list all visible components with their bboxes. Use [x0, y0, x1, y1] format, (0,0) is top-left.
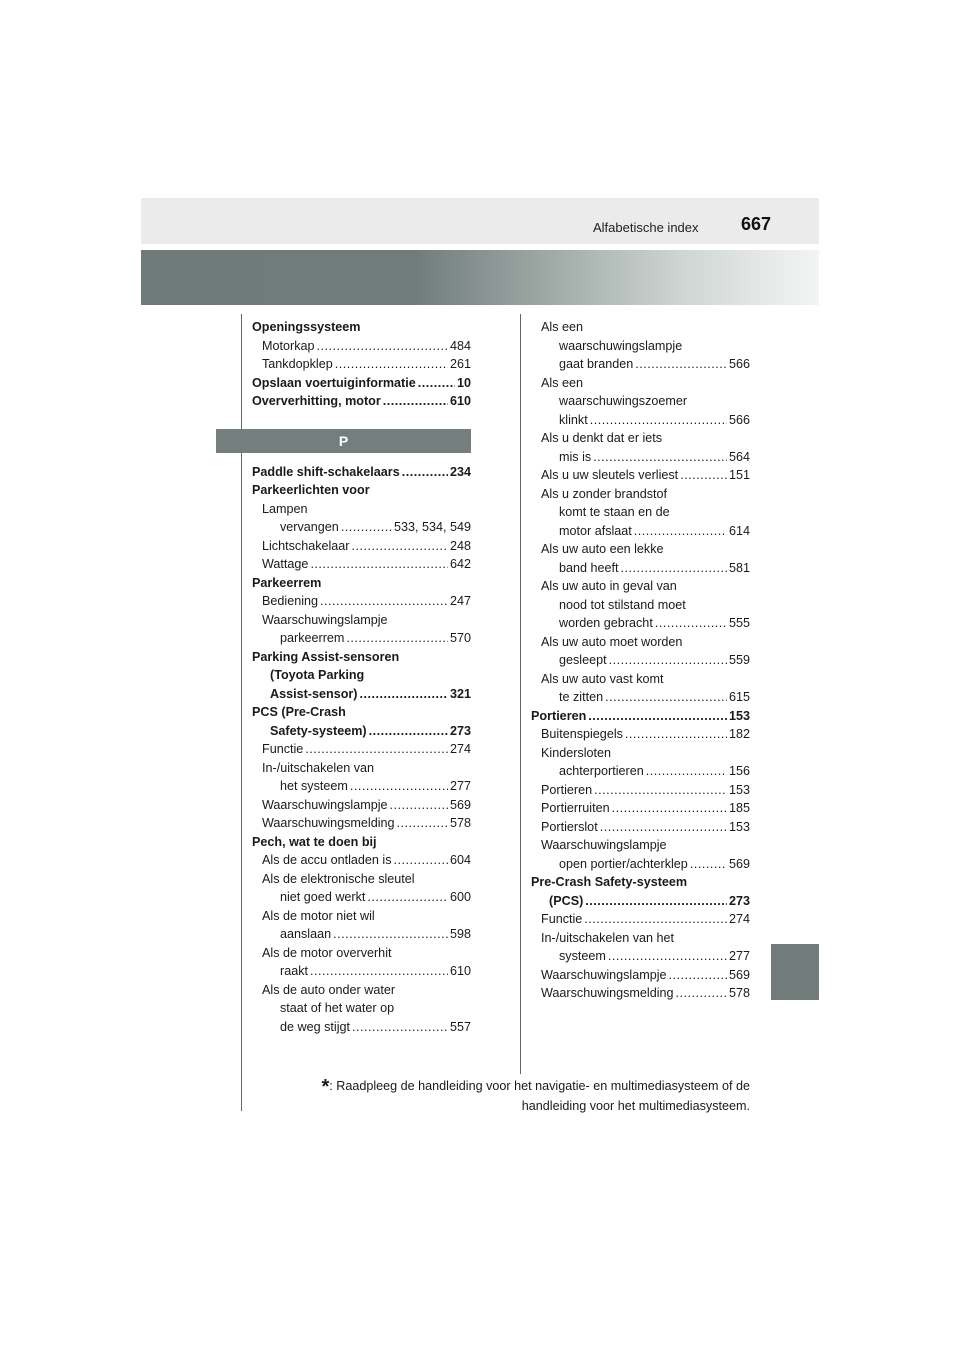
index-entry	[531, 799, 750, 818]
index-term: Waarschuwingslampje	[262, 797, 388, 812]
index-heading	[531, 670, 750, 689]
index-entry	[252, 374, 471, 393]
index-term: band heeft	[559, 560, 619, 575]
index-term: gesleept	[559, 653, 607, 667]
dot-leader	[612, 799, 727, 818]
index-term: komt te staan en de	[559, 505, 670, 519]
dot-leader	[593, 448, 727, 467]
index-term: Lichtschakelaar	[262, 538, 350, 553]
index-entry	[252, 318, 471, 337]
index-term: waarschuwingslampje	[559, 338, 683, 353]
index-term: klinkt	[559, 412, 588, 427]
index-entry	[252, 814, 471, 833]
index-entry	[531, 762, 750, 781]
footnote-line-1: : Raadpleeg de handleiding voor het navigatie- en multimediasysteem of de	[329, 1079, 750, 1093]
page-ref: 153	[728, 819, 750, 834]
dot-leader	[635, 355, 727, 374]
decorative-band	[141, 250, 819, 305]
page-ref: 533, 534, 549	[393, 520, 471, 534]
index-term: Paddle shift-schakelaars	[252, 464, 400, 479]
page-ref: 555	[728, 616, 750, 630]
index-heading	[252, 574, 471, 593]
page-ref: 234	[449, 464, 471, 479]
page-ref: 578	[728, 986, 750, 1000]
index-column-right	[531, 318, 750, 1003]
index-term: Buitenspiegels	[541, 727, 623, 741]
index-term: Als een	[541, 375, 584, 390]
index-term: Openingssysteem	[252, 320, 361, 334]
index-entry	[252, 355, 471, 374]
index-heading	[531, 337, 750, 356]
index-term: aanslaan	[280, 927, 332, 941]
index-group-o	[252, 318, 471, 411]
column-divider	[520, 314, 521, 1074]
page-ref: 274	[449, 742, 471, 756]
index-entry	[531, 559, 750, 578]
page-ref: 156	[728, 764, 750, 778]
dot-leader	[360, 685, 448, 704]
dot-leader	[600, 818, 727, 837]
dot-leader	[608, 947, 727, 966]
index-term: Portieren	[541, 782, 593, 797]
index-entry	[252, 463, 471, 482]
index-heading	[252, 944, 471, 963]
index-entry	[252, 555, 471, 574]
index-entry	[531, 818, 750, 837]
index-term: Als u zonder brandstof	[541, 486, 668, 501]
page-ref: 261	[449, 357, 471, 371]
dot-leader	[352, 1018, 448, 1037]
page-ref: 569	[728, 967, 750, 982]
index-term: Portierslot	[541, 819, 598, 834]
index-heading	[252, 500, 471, 519]
dot-leader	[320, 592, 448, 611]
dot-leader	[341, 518, 392, 537]
page-ref: 273	[728, 893, 750, 908]
page-ref: 570	[449, 631, 471, 645]
page-ref: 277	[728, 949, 750, 963]
index-entry	[531, 355, 750, 374]
index-entry	[252, 337, 471, 356]
index-heading	[252, 870, 471, 889]
page-ref: 604	[449, 853, 471, 867]
dot-leader	[317, 337, 448, 356]
index-entry	[252, 392, 471, 411]
index-term: Wattage	[262, 557, 309, 571]
dot-leader	[394, 851, 448, 870]
index-entry	[252, 925, 471, 944]
index-term: Als uw auto moet worden	[541, 634, 683, 649]
index-entry	[531, 910, 750, 929]
index-entry	[252, 518, 471, 537]
index-term: het systeem	[280, 779, 348, 793]
index-heading	[531, 429, 750, 448]
dot-leader	[350, 777, 448, 796]
index-term: Waarschuwingslampje	[541, 838, 667, 852]
index-entry	[252, 962, 471, 981]
index-term: Waarschuwingslampje	[541, 967, 667, 982]
page-ref: 614	[728, 523, 750, 538]
dot-leader	[634, 522, 727, 541]
index-term: raakt	[280, 964, 308, 978]
index-entry	[531, 614, 750, 633]
index-entry	[252, 685, 471, 704]
index-entry	[531, 651, 750, 670]
index-term: Als een	[541, 320, 584, 334]
index-heading	[252, 981, 471, 1000]
index-heading	[531, 318, 750, 337]
index-term: Waarschuwingsmelding	[541, 986, 674, 1000]
index-entry	[531, 966, 750, 985]
index-entry	[531, 522, 750, 541]
dot-leader	[625, 725, 727, 744]
index-term: Parkeerlichten voor	[252, 483, 370, 497]
page-ref: 600	[449, 890, 471, 904]
dot-leader	[590, 411, 727, 430]
thumb-tab	[771, 944, 819, 1000]
index-entry	[531, 781, 750, 800]
dot-leader	[646, 762, 727, 781]
dot-leader	[655, 614, 727, 633]
index-entry	[531, 947, 750, 966]
dot-leader	[594, 781, 727, 800]
index-term: (PCS)	[549, 893, 584, 908]
footnote-line-2: handleiding voor het multimediasysteem.	[521, 1098, 750, 1113]
index-term: achterportieren	[559, 764, 644, 778]
index-term: Functie	[541, 912, 583, 926]
index-term: Als uw auto een lekke	[541, 542, 664, 556]
dot-leader	[585, 892, 727, 911]
index-term: Portierruiten	[541, 801, 610, 815]
index-entry	[252, 888, 471, 907]
page-ref: 598	[449, 927, 471, 941]
index-term: parkeerrem	[280, 631, 345, 645]
index-term: Bediening	[262, 594, 319, 608]
index-term: Als de auto onder water	[262, 982, 396, 997]
index-term: Waarschuwingslampje	[262, 612, 388, 627]
index-heading	[252, 703, 471, 722]
page-ref: 569	[449, 797, 471, 812]
index-term: Als de elektronische sleutel	[262, 871, 415, 886]
dot-leader	[605, 688, 727, 707]
index-term: staat of het water op	[280, 1001, 395, 1015]
index-term: Portieren	[531, 708, 587, 723]
index-term: mis is	[559, 449, 592, 464]
page-ref: 564	[728, 449, 750, 464]
page-ref: 484	[449, 338, 471, 353]
index-heading	[252, 611, 471, 630]
index-term: Lampen	[262, 501, 308, 516]
index-heading	[252, 907, 471, 926]
index-heading	[531, 503, 750, 522]
index-heading	[531, 392, 750, 411]
index-term: Kindersloten	[541, 745, 612, 760]
dot-leader	[390, 796, 448, 815]
index-term: waarschuwingszoemer	[559, 394, 688, 408]
dot-leader	[305, 740, 448, 759]
index-heading	[252, 999, 471, 1018]
index-term: Opslaan voertuiginformatie	[252, 375, 416, 390]
index-entry	[252, 629, 471, 648]
index-term: de weg stijgt	[280, 1019, 351, 1034]
index-entry	[252, 777, 471, 796]
index-heading	[252, 648, 471, 667]
dot-leader	[609, 651, 727, 670]
dot-leader	[397, 814, 448, 833]
index-heading	[252, 666, 471, 685]
page-ref: 642	[449, 557, 471, 571]
index-entry	[531, 707, 750, 726]
dot-leader	[383, 392, 448, 411]
index-term: Parking Assist-sensoren	[252, 649, 400, 664]
index-term: (Toyota Parking	[270, 668, 365, 682]
dot-leader	[369, 722, 448, 741]
index-term: Als u uw sleutels verliest	[541, 468, 679, 482]
index-entry	[252, 722, 471, 741]
index-term: Functie	[262, 742, 304, 756]
page-ref: 557	[449, 1019, 471, 1034]
index-entry	[531, 725, 750, 744]
index-term: Oververhitting, motor	[252, 394, 381, 408]
index-term: Tankdopklep	[262, 357, 333, 371]
index-entry	[252, 740, 471, 759]
dot-leader	[418, 374, 455, 393]
index-heading	[531, 596, 750, 615]
index-heading	[531, 540, 750, 559]
index-term: Als de motor oververhit	[262, 945, 392, 960]
dot-leader	[669, 966, 727, 985]
page-ref: 559	[728, 653, 750, 667]
index-term: motor afslaat	[559, 523, 632, 538]
page-ref: 566	[728, 357, 750, 371]
page-ref: 10	[456, 375, 471, 390]
page-ref: 277	[449, 779, 471, 793]
index-entry	[252, 796, 471, 815]
index-term: Als de motor niet wil	[262, 908, 375, 923]
page-ref: 153	[728, 708, 750, 723]
dot-leader	[402, 463, 448, 482]
index-entry	[531, 984, 750, 1003]
page-ref: 610	[449, 394, 471, 408]
dot-leader	[690, 855, 727, 874]
index-entry	[531, 892, 750, 911]
index-heading	[531, 929, 750, 948]
index-entry	[531, 411, 750, 430]
index-term: Als u denkt dat er iets	[541, 431, 663, 445]
dot-leader	[346, 629, 448, 648]
index-term: Als de accu ontladen is	[262, 853, 392, 867]
index-term: Safety-systeem)	[270, 723, 367, 738]
index-term: Assist-sensor)	[270, 686, 358, 701]
header-bar	[141, 198, 819, 244]
index-heading	[531, 633, 750, 652]
page-ref: 581	[728, 560, 750, 575]
index-term: In-/uitschakelen van het	[541, 930, 675, 945]
page-ref: 153	[728, 782, 750, 797]
page-ref: 248	[449, 538, 471, 553]
index-heading	[531, 873, 750, 892]
index-term: worden gebracht	[559, 616, 653, 630]
dot-leader	[584, 910, 727, 929]
page-ref: 569	[728, 856, 750, 871]
page-ref: 321	[449, 686, 471, 701]
footnote-star: *	[321, 1076, 330, 1098]
section-header-p: P	[216, 429, 471, 453]
index-term: open portier/achterklep	[559, 856, 688, 871]
index-heading	[252, 759, 471, 778]
index-heading	[252, 481, 471, 500]
index-column-left	[252, 318, 471, 1036]
page-ref: 151	[728, 468, 750, 482]
index-term: te zitten	[559, 690, 604, 704]
index-heading	[531, 485, 750, 504]
index-term: nood tot stilstand moet	[559, 597, 686, 612]
index-term: Als uw auto in geval van	[541, 579, 677, 593]
page-ref: 247	[449, 594, 471, 608]
index-term: vervangen	[280, 520, 339, 534]
index-term: systeem	[559, 949, 606, 963]
page-ref: 566	[728, 412, 750, 427]
page-ref: 273	[449, 723, 471, 738]
index-heading	[531, 374, 750, 393]
index-term: Pech, wat te doen bij	[252, 834, 377, 849]
page-ref: 185	[728, 801, 750, 815]
index-heading	[531, 577, 750, 596]
index-entry	[531, 466, 750, 485]
index-entry	[252, 592, 471, 611]
index-heading	[252, 833, 471, 852]
index-group-p-continued	[531, 318, 750, 1003]
page-number: 667	[741, 214, 772, 234]
index-term: gaat branden	[559, 357, 634, 371]
dot-leader	[367, 888, 448, 907]
index-term: Motorkap	[262, 338, 315, 353]
index-entry	[531, 855, 750, 874]
index-entry	[252, 851, 471, 870]
index-term: niet goed werkt	[280, 890, 366, 904]
footnote	[276, 1077, 750, 1115]
index-term: PCS (Pre-Crash	[252, 705, 346, 719]
index-entry	[531, 688, 750, 707]
dot-leader	[621, 559, 727, 578]
index-entry	[252, 1018, 471, 1037]
index-term: Waarschuwingsmelding	[262, 816, 395, 830]
index-group-p	[252, 463, 471, 1037]
page-ref: 610	[449, 964, 471, 978]
index-heading	[531, 836, 750, 855]
page-ref: 578	[449, 816, 471, 830]
index-heading	[531, 744, 750, 763]
index-term: Parkeerrem	[252, 575, 322, 590]
index-entry	[252, 537, 471, 556]
dot-leader	[676, 984, 727, 1003]
dot-leader	[310, 555, 448, 574]
index-term: Als uw auto vast komt	[541, 671, 664, 686]
dot-leader	[310, 962, 448, 981]
dot-leader	[335, 355, 448, 374]
index-term: Pre-Crash Safety-systeem	[531, 875, 688, 889]
page-ref: 274	[728, 912, 750, 926]
page-ref: 615	[728, 690, 750, 704]
page-ref: 182	[728, 727, 750, 741]
dot-leader	[680, 466, 727, 485]
dot-leader	[333, 925, 448, 944]
index-entry	[531, 448, 750, 467]
header-title: Alfabetische index	[593, 220, 699, 235]
index-term: In-/uitschakelen van	[262, 760, 375, 775]
dot-leader	[588, 707, 727, 726]
dot-leader	[352, 537, 448, 556]
